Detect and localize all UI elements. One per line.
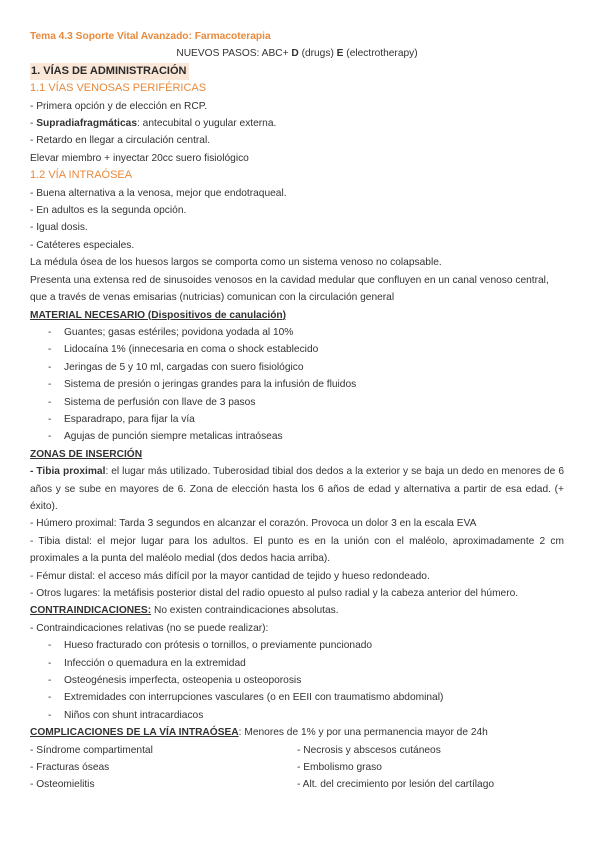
subtitle — [30, 45, 564, 62]
list-item: - Extremidades con interrupciones vasculares (o en EEII con traumatismo abdominal) — [48, 689, 564, 706]
subtitle-pre: NUEVOS PASOS: ABC+ — [176, 48, 292, 60]
list-item: - Osteogénesis imperfecta, osteopenia u osteoporosis — [48, 672, 564, 689]
paragraph — [30, 463, 564, 515]
list-item: - Sistema de presión o jeringas grandes para la infusión de fluidos — [48, 376, 564, 393]
paragraph: - Contraindicaciones relativas (no se puede realizar): — [30, 622, 269, 634]
list-item: - Sistema de perfusión con llave de 3 pasos — [48, 394, 564, 411]
subtitle-e: E — [336, 48, 344, 60]
list-item: - Síndrome compartimental — [30, 744, 153, 756]
list-item: - Guantes; gasas estériles; povidona yodada al 10% — [48, 324, 564, 341]
list-item: - Osteomielitis — [30, 779, 95, 791]
list-item: - Necrosis y abscesos cutáneos — [297, 744, 441, 756]
paragraph: - Tibia distal: el mejor lugar para los adultos. El punto es en la unión con el maléolo, aproximadamente 2 cm proximales a la punta del maléolo medial (dos dedos hacia arriba). — [30, 535, 564, 565]
zonas-heading: ZONAS DE INSERCIÓN — [30, 448, 143, 460]
list-item: - Esparadrapo, para fijar la vía — [48, 411, 564, 428]
complications-right — [297, 742, 564, 794]
paragraph: - Buena alternativa a la venosa, mejor que endotraqueal. — [30, 187, 287, 199]
contraindications-line — [30, 602, 564, 619]
list-item: - Lidocaína 1% (innecesaria en coma o shock establecido — [48, 341, 564, 358]
list-item: - Alt. del crecimiento por lesión del cartílago — [297, 779, 495, 791]
complications-line — [30, 724, 564, 741]
contraindications-heading: CONTRAINDICACIONES: — [30, 605, 152, 617]
text: : Menores de 1% y por una permanencia mayor de 24h — [238, 727, 488, 739]
list-item: - Fracturas óseas — [30, 762, 110, 774]
bold-term: Supradiafragmáticas — [36, 118, 138, 130]
subsection-1-2-heading: 1.2 VÍA INTRAÓSEA — [30, 169, 133, 182]
paragraph: - Otros lugares: la metáfisis posterior distal del radio opuesto al pulso radial y la cabeza anterior del húmero. — [30, 588, 519, 599]
list-item: - Agujas de punción siempre metalicas intraóseas — [48, 428, 564, 445]
paragraph: - Húmero proximal: Tarda 3 segundos en alcanzar el corazón. Provoca un dolor 3 en la escala EVA — [30, 518, 477, 530]
section-heading-1 — [30, 63, 564, 80]
bold-term: - Tibia proximal — [30, 466, 106, 478]
paragraph: - Primera opción y de elección en RCP. — [30, 100, 208, 112]
list-item: - Jeringas de 5 y 10 ml, cargadas con suero fisiológico — [48, 359, 564, 376]
material-heading: MATERIAL NECESARIO (Dispositivos de canulación) — [30, 309, 287, 321]
paragraph: - Igual dosis. — [30, 222, 88, 234]
subtitle-post: (electrotherapy) — [343, 48, 418, 60]
subtitle-d: D — [291, 48, 299, 60]
section-heading-1-text: 1. VÍAS DE ADMINISTRACIÓN — [30, 63, 189, 80]
text: : antecubital o yugular externa. — [137, 118, 277, 130]
document-title: Tema 4.3 Soporte Vital Avanzado: Farmacoterapia — [30, 31, 271, 42]
subsection-1-1-heading: 1.1 VÍAS VENOSAS PERIFÉRICAS — [30, 82, 207, 95]
list-item: - Hueso fracturado con prótesis o tornillos, o previamente puncionado — [48, 637, 564, 654]
paragraph: - Retardo en llegar a circulación central. — [30, 135, 211, 147]
text: No existen contraindicaciones absolutas. — [151, 605, 339, 617]
paragraph: - Fémur distal: el acceso más difícil por la mayor cantidad de tejido y hueso redondeado. — [30, 570, 430, 582]
subtitle-mid: (drugs) — [298, 48, 337, 60]
list-item: - Niños con shunt intracardiacos — [48, 707, 564, 724]
paragraph: La médula ósea de los huesos largos se comporta como un sistema venoso no colapsable. — [30, 257, 442, 269]
complications-columns — [30, 742, 564, 794]
text: : el lugar más utilizado. Tuberosidad tibial dos dedos a la exterior y se baja un dedo en menores de 6 años y se sube en mayores de 6. Zona de elección hasta los 6 años de edad y alternativa a partir de esa edad. (+ éxito). — [30, 466, 564, 512]
list-item: - Embolismo graso — [297, 762, 382, 774]
paragraph: Elevar miembro + inyectar 20cc suero fisiológico — [30, 152, 249, 164]
complications-heading: COMPLICACIONES DE LA VÍA INTRAÓSEA — [30, 727, 239, 739]
paragraph: - Catéteres especiales. — [30, 239, 135, 251]
dash: - — [30, 118, 37, 130]
paragraph: Presenta una extensa red de sinusoides venosos en la cavidad medular que confluyen en un canal venoso central, que a través de venas emisarias (nutricias) comunican con la circulación general — [30, 274, 549, 304]
list-item: - Infección o quemadura en la extremidad — [48, 655, 564, 672]
contraindications-list — [30, 637, 564, 724]
paragraph — [30, 115, 564, 132]
complications-left — [30, 742, 297, 794]
paragraph: - En adultos es la segunda opción. — [30, 205, 187, 217]
material-list — [30, 324, 564, 446]
